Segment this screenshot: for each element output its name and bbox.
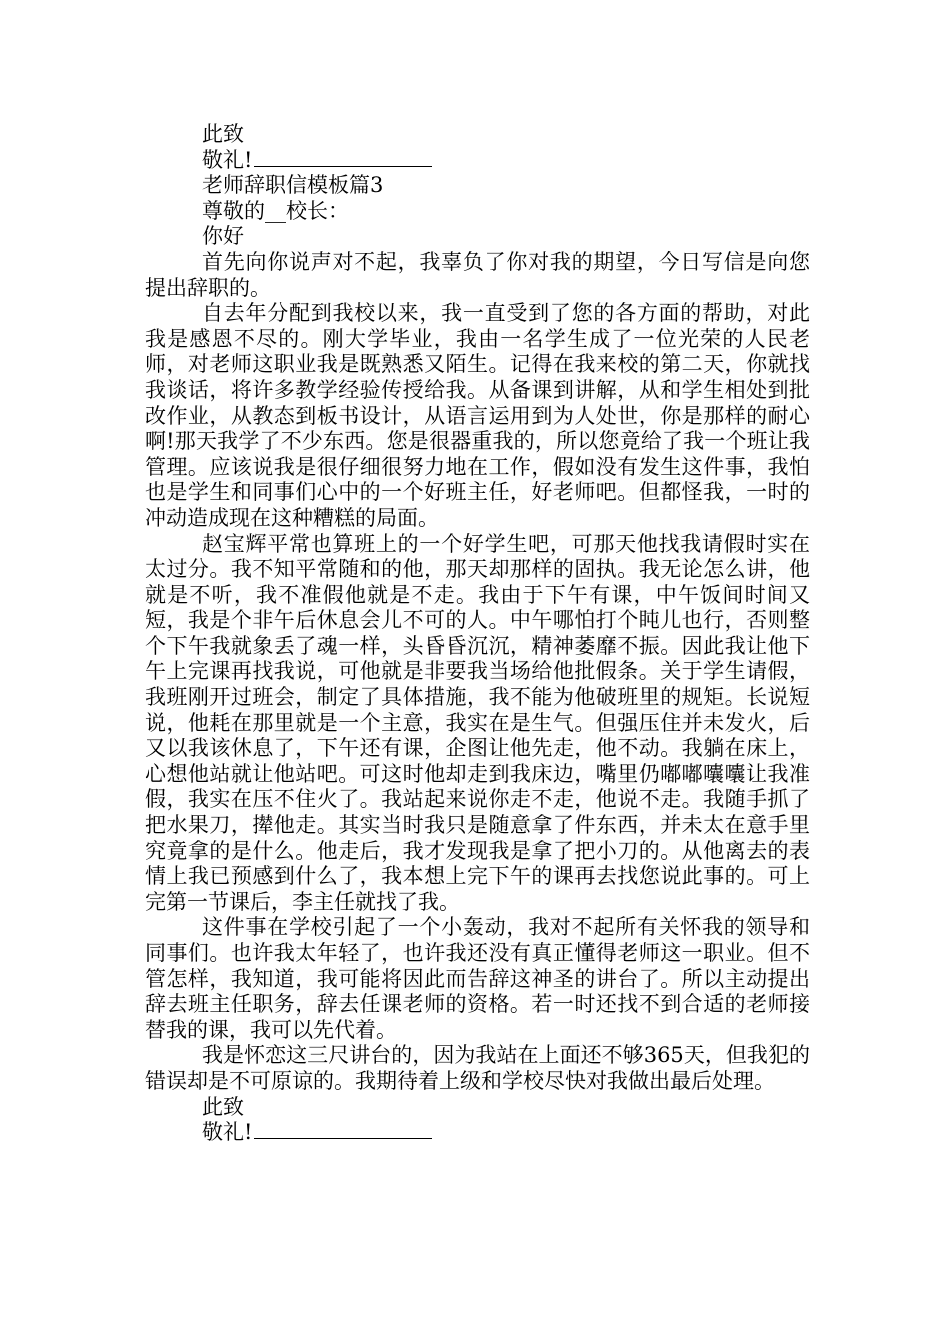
top-closing-cizhi: 此致 <box>202 122 244 146</box>
paragraph-2: 自去年分配到我校以来，我一直受到了您的各方面的帮助，对此我是感恩不尽的。刚大学毕业，我由一名学生成了一位光荣的人民老师，对老师这职业我是既熟悉又陌生。记得在我来校的第二天，你就找我谈话，将许多教学经验传授给我。从备课到讲解，从和学生相处到批改作业，从教态到板书设计，从语言运用到为人处世，你是那样的耐心啊!那天我学了不少东西。您是很器重我的，所以您竟给了我一个班让我管理。应该说我是很仔细很努力地在工作，假如没有发生这件事，我怕也是学生和同事们心中的一个好班主任，好老师吧。但都怪我，一时的冲动造成现在这种糟糕的局面。 <box>145 301 810 530</box>
paragraph-5: 我是怀恋这三尺讲台的，因为我站在上面还不够365天，但我犯的错误却是不可原谅的。我期待着上级和学校尽快对我做出最后处理。 <box>145 1043 810 1093</box>
closing-jingli: 敬礼! <box>202 1120 253 1145</box>
signature-blank <box>254 148 432 167</box>
paragraph-1: 首先向你说声对不起，我辜负了你对我的期望，今日写信是向您提出辞职的。 <box>145 249 810 300</box>
letter-greeting: 你好 <box>202 224 244 249</box>
letter-salutation: 尊敬的__校长： <box>202 198 349 223</box>
paragraph-4: 这件事在学校引起了一个小轰动，我对不起所有关怀我的领导和同事们。也许我太年轻了，也许我还没有真正懂得老师这一职业。但不管怎样，我知道，我可能将因此而告辞这神圣的讲台了。所以主动提出辞去班主任职务，辞去任课老师的资格。若一时还找不到合适的老师接替我的课，我可以先代着。 <box>145 915 810 1042</box>
closing-jingli-line <box>145 1120 810 1146</box>
signature-blank <box>254 1120 432 1139</box>
closing-cizhi: 此致 <box>202 1094 244 1119</box>
top-closing-jingli-line <box>145 148 810 174</box>
top-closing-jingli: 敬礼! <box>202 147 253 172</box>
paragraph-3: 赵宝辉平常也算班上的一个好学生吧，可那天他找我请假时实在太过分。我不知平常随和的他，那天却那样的固执。我无论怎么讲，他就是不听，我不准假他就是不走。我由于下午有课，中午饭间时间又短，我是个非午后休息会儿不可的人。中午哪怕打个盹儿也行，否则整个下午我就象丢了魂一样，头昏昏沉沉，精神萎靡不振。因此我让他下午上完课再找我说，可他就是非要我当场给他批假条。关于学生请假，我班刚开过班会，制定了具体措施，我不能为他破班里的规矩。长说短说，他耗在那里就是一个主意，我实在是生气。但强压住并未发火，后又以我该休息了，下午还有课，企图让他先走，他不动。我躺在床上，心想他站就让他站吧。可这时他却走到我床边，嘴里仍嘟嘟囔囔让我准假，我实在压不住火了。我站起来说你走不走，他说不走。我随手抓了把水果刀，撵他走。其实当时我只是随意拿了件东西，并未太在意手里究竟拿的是什么。他走后，我才发现我是拿了把小刀的。从他离去的表情上我已预感到什么了，我本想上完下午的课再去找您说此事的。可上完第一节课后，李主任就找了我。 <box>145 531 810 914</box>
letter-title: 老师辞职信模板篇3 <box>202 173 384 198</box>
letter-body <box>145 122 810 1146</box>
